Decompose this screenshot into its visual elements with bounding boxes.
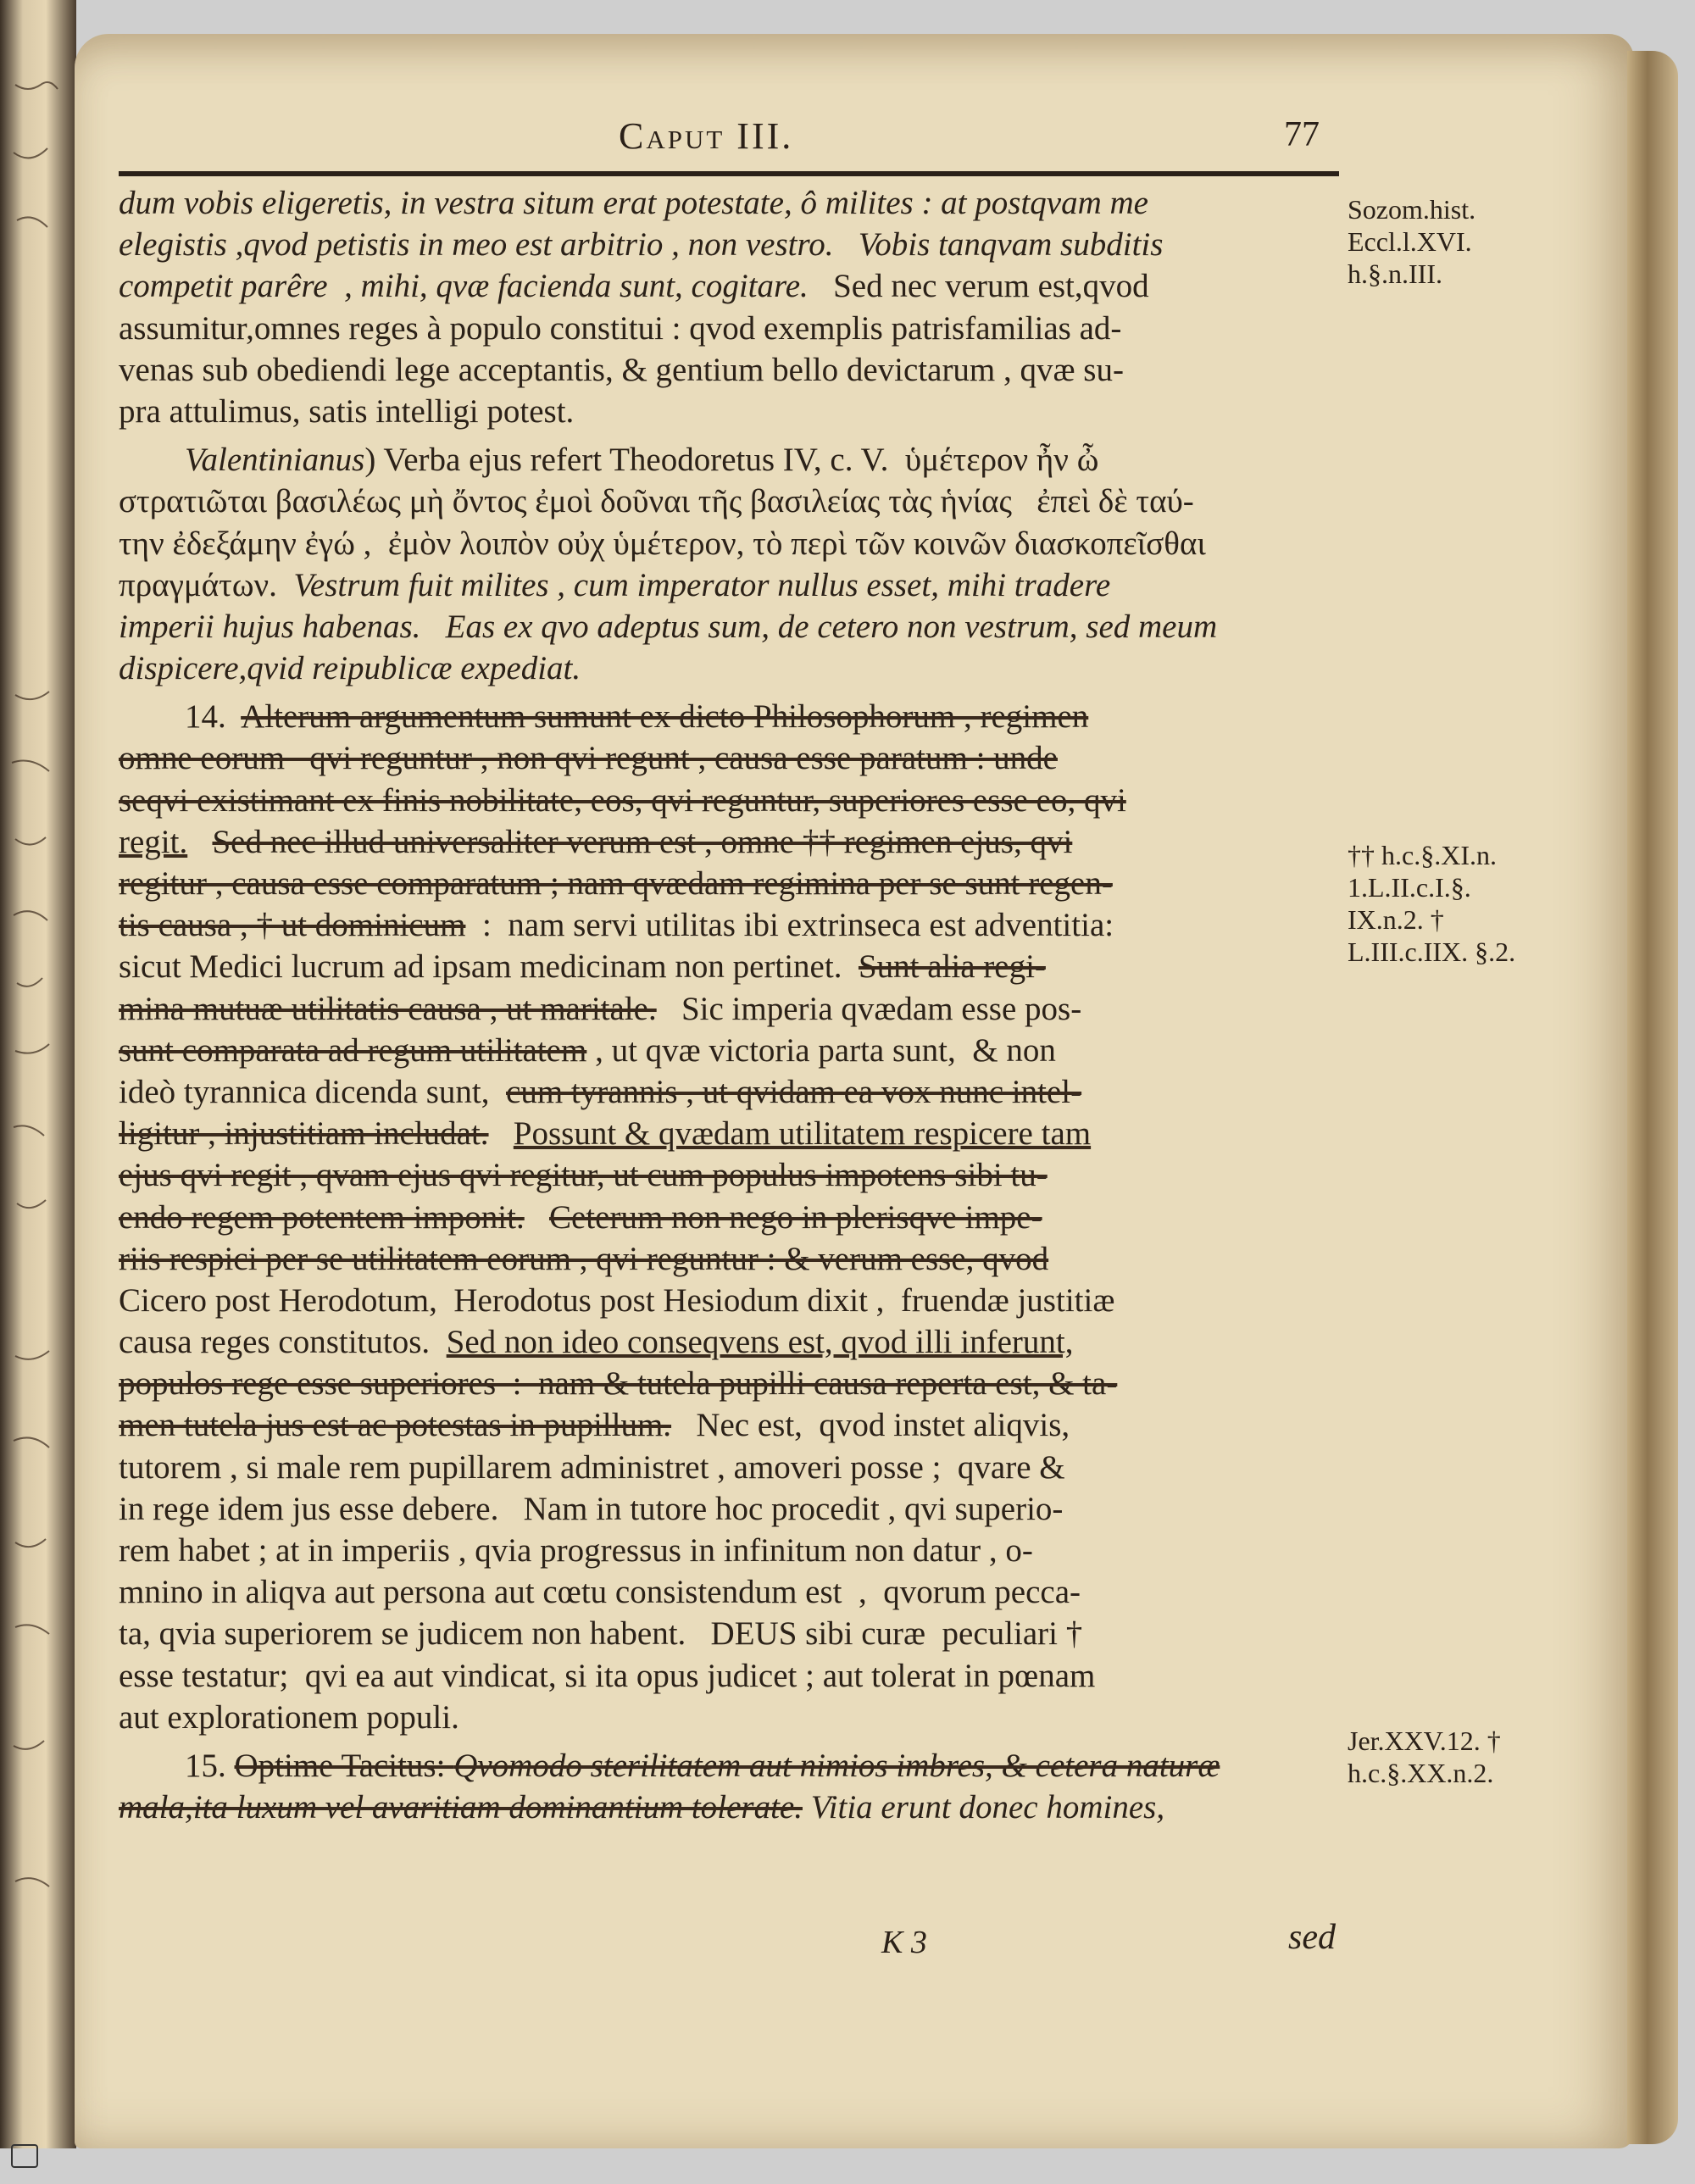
text-line [119, 1280, 1339, 1321]
text-segment: Sed nec verum est,qvod [808, 268, 1149, 305]
text-line [119, 1113, 1339, 1154]
text-line [119, 182, 1339, 224]
text-segment: ta, qvia superiorem se judicem non habent. DEUS sibi curæ peculiari † [119, 1615, 1083, 1653]
main-text-block [119, 182, 1339, 1828]
chapter-heading: Caput III. [619, 115, 794, 157]
text-segment: tutorem , si male rem pupillarem administret , amoveri posse ; qvare & [119, 1448, 1065, 1486]
text-segment: tis causa , † ut dominicum [119, 907, 466, 944]
text-segment: Valentinianus [119, 442, 365, 479]
text-segment: sunt comparata ad regum utilitatem [119, 1031, 587, 1069]
text-segment: Sunt alia regi- [858, 948, 1046, 986]
text-segment: regit. [119, 823, 188, 860]
page-number: 77 [1284, 115, 1320, 154]
text-segment: pra attulimus, satis intelligi potest. [119, 392, 575, 430]
text-segment: populos rege esse superiores : nam & tutela pupilli causa reperta est, & ta- [119, 1365, 1118, 1403]
text-segment [489, 1115, 514, 1152]
text-line [119, 696, 1339, 737]
text-segment: ligitur , injustitiam includat. [119, 1115, 489, 1153]
text-segment [187, 824, 212, 860]
text-line [119, 946, 1339, 987]
text-segment: 14. [119, 698, 242, 736]
text-segment: Vitia erunt donec homines, [802, 1789, 1165, 1826]
text-segment [525, 1199, 549, 1236]
text-line [119, 988, 1339, 1030]
text-line [119, 606, 1339, 647]
text-segment: sicut Medici lucrum ad ipsam medicinam non pertinet. [119, 948, 859, 986]
text-line [119, 1488, 1339, 1530]
text-line [119, 1321, 1339, 1363]
catchword: sed [1288, 1918, 1336, 1957]
text-line [119, 1197, 1339, 1238]
text-line [119, 481, 1339, 522]
paragraph-gap [119, 432, 1339, 439]
text-line [119, 1363, 1339, 1404]
text-segment: mina mutuæ utilitatis causa , ut maritale. [119, 990, 657, 1027]
margin-note-2: †† h.c.§.XI.n. 1.L.II.c.I.§. IX.n.2. † L.III.c.IIX. §.2. [1348, 840, 1516, 967]
library-logo-icon [11, 2144, 38, 2168]
text-line [119, 439, 1339, 481]
text-segment: dum vobis eligeretis, in vestra situm erat potestate, ô milites : at postqvam me [119, 185, 1148, 221]
library-logo [3, 2144, 46, 2181]
text-segment: esse testatur; qvi ea aut vindicat, si ita opus judicet ; aut tolerat in pœnam [119, 1657, 1096, 1694]
text-segment: regitur , causa esse comparatum ; nam qvædam regimina per se sunt regen- [119, 865, 1113, 902]
text-segment: : nam servi utilitas ibi extrinseca est adventitia: [465, 907, 1114, 944]
text-segment: 15. [119, 1747, 235, 1784]
text-line [119, 780, 1339, 821]
text-segment: στρατιῶται βασιλέως μὴ ὄντος ἐμοὶ δοῦναι τῆς βασιλείας τὰς ἡνίας ἐπεὶ δὲ ταύ- [119, 483, 1194, 520]
margin-note-1: Sozom.hist. Eccl.l.XVI. h.§.n.III. [1348, 194, 1476, 289]
text-segment: aut explorationem populi. [119, 1698, 459, 1736]
text-line [119, 1030, 1339, 1071]
text-line [119, 1697, 1339, 1738]
text-segment: ideò tyrannica dicenda sunt, [119, 1073, 507, 1110]
signature-mark: K 3 [881, 1925, 927, 1960]
text-segment: Alterum argumentum sumunt ex dicto Philosophorum , regimen [241, 698, 1089, 736]
text-segment: imperii hujus habenas. Eas ex qvo adeptus sum, de cetero non vestrum, sed meum [119, 608, 1218, 645]
text-segment: causa reges constitutos. [119, 1324, 447, 1361]
text-segment: men tutela jus est ac potestas in pupillum. [119, 1407, 672, 1444]
text-line [119, 1447, 1339, 1488]
text-segment: cum tyrannis , ut qvidam ea vox nunc intel- [506, 1073, 1082, 1110]
text-line [119, 349, 1339, 391]
text-line [119, 1404, 1339, 1446]
text-segment: Vestrum fuit milites , cum imperator nullus esset, mihi tradere [276, 566, 1111, 603]
text-segment: , ut qvæ victoria parta sunt, & non [586, 1031, 1056, 1069]
text-line [119, 1071, 1339, 1113]
text-line [119, 1613, 1339, 1654]
text-line [119, 1238, 1339, 1280]
page-edge [1627, 51, 1678, 2144]
text-line [119, 564, 1339, 606]
text-segment: Qvomodo sterilitatem aut nimios imbres, & cetera naturæ [453, 1747, 1220, 1784]
text-line [119, 224, 1339, 265]
text-segment: endo regem potentem imponit. [119, 1198, 525, 1236]
text-segment: την ἐδεξάμην ἐγώ , ἐμὸν λοιπὸν οὐχ ὑμέτερον, τὸ περὶ τῶν κοινῶν διασκοπεῖσθαι [119, 525, 1206, 562]
text-line [119, 1154, 1339, 1196]
text-segment: Possunt & qvædam utilitatem respicere tam [513, 1115, 1092, 1153]
text-segment: Sed nec illud universaliter verum est , omne †† regimen ejus, qvi [212, 823, 1073, 860]
text-segment: competit parêre , mihi, qvæ facienda sunt, cogitare. [119, 268, 809, 305]
text-segment: mala,ita luxum vel avaritiam dominantium tolerate. [119, 1789, 803, 1826]
text-segment: Ceterum non nego in plerisqve impe- [548, 1198, 1042, 1236]
viewer-footer-bar [0, 2148, 1695, 2184]
text-segment: ejus qvi regit , qvam ejus qvi regitur, ut cum populus impotens sibi tu- [119, 1157, 1048, 1194]
text-segment: Cicero post Herodotum, Herodotus post Hesiodum dixit , fruendæ justitiæ [119, 1281, 1115, 1319]
text-segment: rem habet ; at in imperiis , qvia progressus in infinitum non datur , o- [119, 1532, 1033, 1569]
text-line [119, 737, 1339, 779]
text-segment: seqvi existimant ex finis nobilitate, eos, qvi reguntur, superiores esse eo, qvi [119, 781, 1126, 819]
text-segment: riis respici per se utilitatem eorum , qvi reguntur : & verum esse, qvod [119, 1240, 1049, 1277]
text-segment: mnino in aliqva aut persona aut cœtu consistendum est , qvorum pecca- [119, 1574, 1081, 1611]
text-segment: Optime Tacitus: [234, 1747, 454, 1784]
text-line [119, 821, 1339, 863]
header-rule [119, 171, 1339, 176]
text-segment: assumitur,omnes reges à populo constitui : qvod exemplis patrisfamilias ad- [119, 309, 1122, 347]
text-segment: in rege idem jus esse debere. Nam in tutore hoc procedit , qvi superio- [119, 1490, 1064, 1527]
text-line [119, 1530, 1339, 1571]
text-segment: venas sub obediendi lege acceptantis, & gentium bello devictarum , qvæ su- [119, 351, 1124, 388]
text-line [119, 1571, 1339, 1613]
text-line [119, 391, 1339, 432]
paragraph-gap [119, 1738, 1339, 1745]
margin-note-3: Jer.XXV.12. † h.c.§.XX.n.2. [1348, 1726, 1501, 1788]
adjacent-page-handwriting [7, 51, 66, 2085]
text-segment: elegistis ,qvod petistis in meo est arbitrio , non vestro. Vobis tanqvam subditis [119, 226, 1164, 264]
text-segment: Nec est, qvod instet aliqvis, [671, 1407, 1070, 1444]
paragraph-gap [119, 689, 1339, 696]
text-segment: πραγμάτων. [119, 566, 277, 603]
text-line [119, 1745, 1339, 1787]
text-segment: Sic imperia qvædam esse pos- [656, 990, 1082, 1027]
text-line [119, 308, 1339, 349]
text-segment: omne eorum qvi reguntur , non qvi regunt , causa esse paratum : unde [119, 740, 1058, 777]
text-segment: dispicere,qvid reipublicæ expediat. [119, 650, 581, 687]
text-line [119, 1655, 1339, 1697]
text-line [119, 904, 1339, 946]
text-line [119, 863, 1339, 904]
text-segment: Sed non ideo conseqvens est, qvod illi inferunt, [446, 1324, 1074, 1361]
text-line [119, 523, 1339, 564]
text-line [119, 647, 1339, 689]
text-line [119, 265, 1339, 307]
text-line [119, 1787, 1339, 1828]
text-segment: ) Verba ejus refert Theodoretus IV, c. V. ὑμέτερον ἦν ὦ [364, 442, 1099, 479]
